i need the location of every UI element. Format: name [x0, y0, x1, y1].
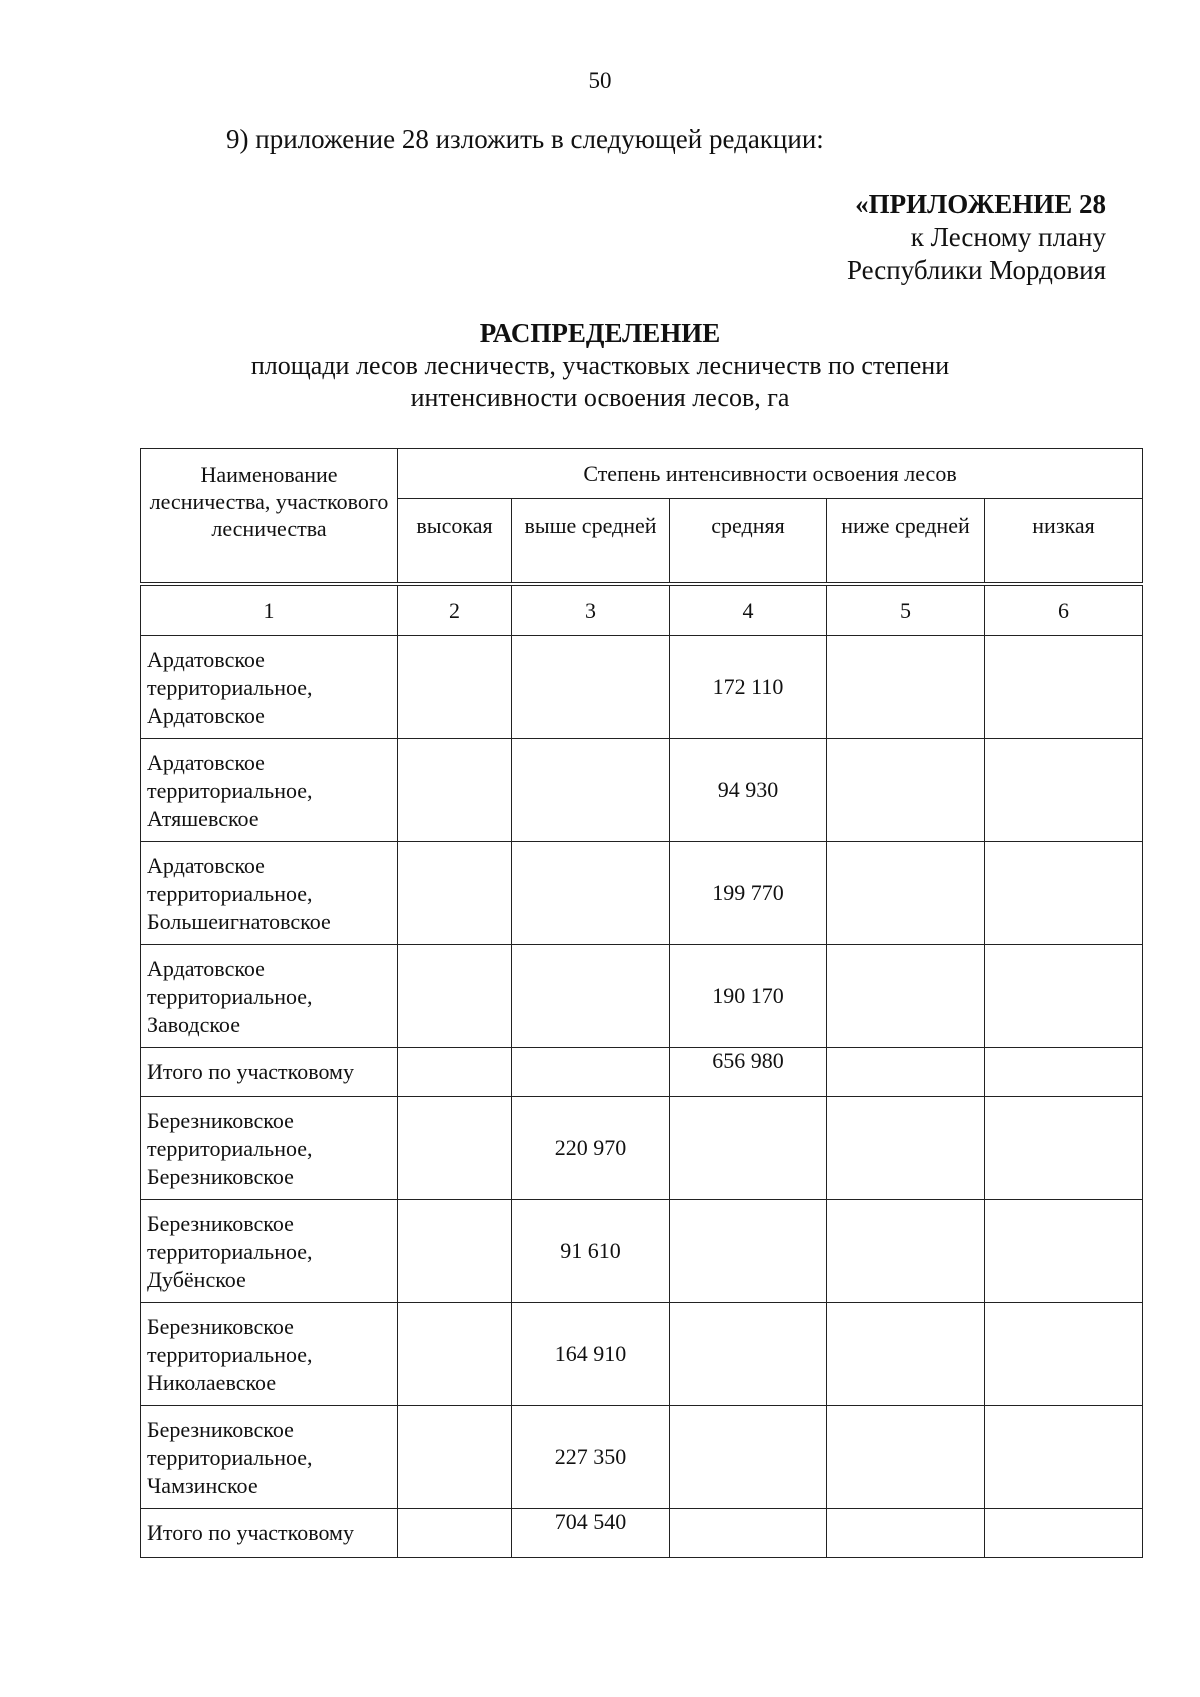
table-row [141, 739, 1143, 842]
area-value: 220 970 [512, 1097, 670, 1200]
header-col-low: низкая [985, 499, 1143, 585]
area-value [398, 842, 512, 945]
forestry-name: Березниковское территориальное, Чамзинское [141, 1406, 398, 1509]
forestry-name: Ардатовское территориальное, Атяшевское [141, 739, 398, 842]
area-value: 199 770 [670, 842, 827, 945]
header-col-below-average: ниже средней [827, 499, 985, 585]
area-value [827, 945, 985, 1048]
forestry-name: Итого по участковому [141, 1509, 398, 1558]
area-value [827, 1303, 985, 1406]
column-number: 3 [512, 584, 670, 636]
area-value [827, 1406, 985, 1509]
area-value [827, 1509, 985, 1558]
annex-line-2: к Лесному плану [910, 222, 1106, 252]
area-value [398, 1048, 512, 1097]
forestry-name: Ардатовское территориальное, Большеигнатовское [141, 842, 398, 945]
area-value [398, 1097, 512, 1200]
distribution-table [140, 448, 1143, 1558]
column-number: 6 [985, 584, 1143, 636]
area-value [827, 1097, 985, 1200]
header-group: Степень интенсивности освоения лесов [398, 449, 1143, 499]
page-number: 50 [588, 68, 612, 93]
annex-heading: «ПРИЛОЖЕНИЕ 28 [855, 189, 1106, 219]
area-value [398, 1200, 512, 1303]
area-value: 227 350 [512, 1406, 670, 1509]
area-value [398, 1406, 512, 1509]
area-value [398, 1509, 512, 1558]
area-value [398, 739, 512, 842]
area-value [827, 842, 985, 945]
area-value [985, 1406, 1143, 1509]
title-block [0, 316, 1200, 414]
area-value [985, 1097, 1143, 1200]
area-value: 704 540 [512, 1509, 670, 1558]
area-value [670, 1303, 827, 1406]
area-value [398, 945, 512, 1048]
area-value: 172 110 [670, 636, 827, 739]
area-value [512, 842, 670, 945]
forestry-name: Березниковское территориальное, Березниковское [141, 1097, 398, 1200]
area-value: 190 170 [670, 945, 827, 1048]
annex-line-3: Республики Мордовия [846, 255, 1106, 285]
table-row [141, 636, 1143, 739]
table-row [141, 1200, 1143, 1303]
column-number: 1 [141, 584, 398, 636]
area-value: 94 930 [670, 739, 827, 842]
header-col-average: средняя [670, 499, 827, 585]
area-value [985, 1303, 1143, 1406]
area-value [670, 1097, 827, 1200]
column-number: 2 [398, 584, 512, 636]
header-name: Наименование лесничества, участкового лесничества [141, 449, 398, 585]
area-value [827, 1048, 985, 1097]
area-value: 656 980 [670, 1048, 827, 1097]
table-total-row [141, 1048, 1143, 1097]
area-value [670, 1509, 827, 1558]
header-col-high: высокая [398, 499, 512, 585]
column-number: 4 [670, 584, 827, 636]
header-row-1 [141, 449, 1143, 499]
document-subtitle-line-1: площади лесов лесничеств, участковых лесничеств по степени [250, 351, 950, 380]
area-value [512, 945, 670, 1048]
area-value [985, 636, 1143, 739]
area-value [985, 739, 1143, 842]
area-value [670, 1200, 827, 1303]
area-value [985, 842, 1143, 945]
document-subtitle-line-2: интенсивности освоения лесов, га [410, 383, 790, 412]
area-value [985, 1200, 1143, 1303]
forestry-name: Березниковское территориальное, Николаевское [141, 1303, 398, 1406]
area-value [512, 1048, 670, 1097]
annex-block [847, 188, 1106, 287]
table-total-row [141, 1509, 1143, 1558]
column-number-row [141, 584, 1143, 636]
area-value [985, 1048, 1143, 1097]
forestry-name: Ардатовское территориальное, Заводское [141, 945, 398, 1048]
area-value [985, 945, 1143, 1048]
area-value: 164 910 [512, 1303, 670, 1406]
column-number: 5 [827, 584, 985, 636]
table-row [141, 1097, 1143, 1200]
table-row [141, 1406, 1143, 1509]
area-value [398, 1303, 512, 1406]
forestry-name: Ардатовское территориальное, Ардатовское [141, 636, 398, 739]
area-value [985, 1509, 1143, 1558]
area-value [512, 636, 670, 739]
area-value: 91 610 [512, 1200, 670, 1303]
area-value [827, 636, 985, 739]
area-value [827, 1200, 985, 1303]
area-value [670, 1406, 827, 1509]
forestry-name: Березниковское территориальное, Дубёнское [141, 1200, 398, 1303]
table-row [141, 945, 1143, 1048]
document-title: РАСПРЕДЕЛЕНИЕ [479, 318, 721, 348]
forestry-name: Итого по участковому [141, 1048, 398, 1097]
area-value [398, 636, 512, 739]
header-col-above-average: выше средней [512, 499, 670, 585]
intro-text: 9) приложение 28 изложить в следующей редакции: [226, 124, 824, 154]
area-value [512, 739, 670, 842]
area-value [827, 739, 985, 842]
table-row [141, 1303, 1143, 1406]
table-row [141, 842, 1143, 945]
